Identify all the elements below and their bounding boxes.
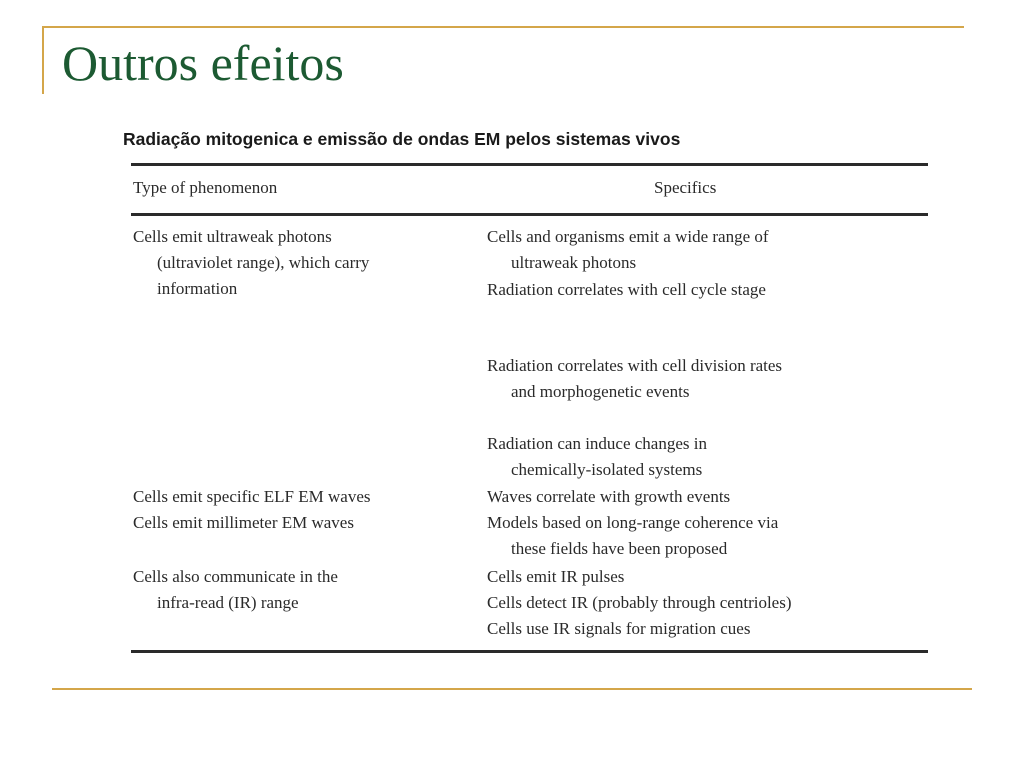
cell-line: Cells emit specific ELF EM waves [133, 487, 371, 506]
cell-line: Cells emit ultraweak photons [133, 227, 332, 246]
cell-line: (ultraviolet range), which carry [157, 253, 370, 272]
row-millimeter-specific-1 [487, 510, 778, 562]
cell-line: Cells emit millimeter EM waves [133, 513, 354, 532]
row-ir-specific-1 [487, 564, 624, 590]
slide-title: Outros efeitos [62, 35, 344, 91]
row-photons-specific-3 [487, 353, 782, 405]
cell-line: Cells use IR signals for migration cues [487, 619, 751, 638]
row-ir-specific-2 [487, 590, 792, 616]
row-photons-specific-4 [487, 431, 707, 483]
row-photons-specific-2 [487, 277, 766, 303]
cell-line: these fields have been proposed [511, 539, 728, 558]
row-elf-type [133, 484, 370, 510]
cell-line: information [157, 279, 238, 298]
row-ir-specific-3 [487, 616, 750, 642]
cell-line: Cells also communicate in the [133, 567, 338, 586]
cell-line: infra-read (IR) range [157, 593, 299, 612]
cell-line: Radiation correlates with cell cycle stage [487, 280, 766, 299]
table-header-rule [131, 213, 928, 216]
cell-line: Cells detect IR (probably through centrioles) [487, 593, 792, 612]
table-bottom-rule [131, 650, 928, 653]
cell-line: Radiation can induce changes in [487, 434, 707, 453]
table-top-rule [131, 163, 928, 166]
column-header-specifics: Specifics [654, 178, 717, 197]
column-header-type: Type of phenomenon [133, 178, 278, 197]
cell-line: Cells emit IR pulses [487, 567, 625, 586]
cell-line: Radiation correlates with cell division rates [487, 356, 783, 375]
cell-line: chemically-isolated systems [511, 460, 703, 479]
table-caption: Radiação mitogenica e emissão de ondas EM pelos sistemas vivos [123, 129, 681, 149]
accent-line-vertical [42, 26, 44, 94]
row-photons-specific-1 [487, 224, 769, 276]
cell-line: ultraweak photons [511, 253, 637, 272]
row-elf-specific-1 [487, 484, 730, 510]
cell-line: Models based on long-range coherence via [487, 513, 779, 532]
row-millimeter-type [133, 510, 354, 536]
cell-line: Waves correlate with growth events [487, 487, 731, 506]
accent-line-bottom [52, 688, 972, 690]
row-ir-type [133, 564, 338, 616]
row-photons-type [133, 224, 369, 302]
cell-line: and morphogenetic events [511, 382, 690, 401]
accent-line-top [42, 26, 964, 28]
cell-line: Cells and organisms emit a wide range of [487, 227, 769, 246]
